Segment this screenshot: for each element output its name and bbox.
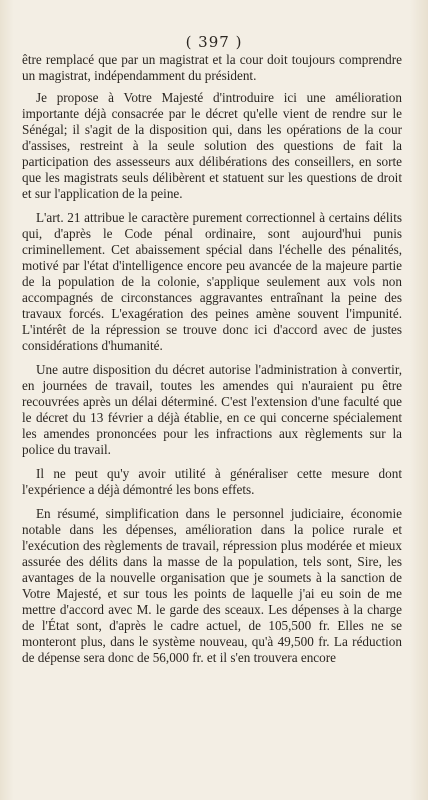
paragraph-resume: En résumé, simplification dans le personnel judiciaire, économie notable dans les dépenses, amélioration dans la police rurale et l'exécution des règlements de travail, répression plus modérée et mieux assurée des délits dans la masse de la population, tels sont, Sire, les avantages de la nouvelle organisation que je soumets à la sanction de Votre Majesté, et sur tous les points de laquelle j'ai eu soin de me mettre d'accord avec M. le garde des sceaux. Les dépenses à la charge de l'État sont, d'après le cadre actuel, de 105,500 fr. Elles ne se monteront plus, dans le système nouveau, qu'à 49,500 fr. La réduction de dépense sera donc de 56,000 fr. et il s'en trouvera encore — [22, 506, 402, 665]
paragraph-article-21: L'art. 21 attribue le caractère purement correctionnel à certains délits qui, d'après le Code pénal ordinaire, sont aujourd'hui punis criminellement. Cet abaissement spécial dans l'échelle des pénalités, motivé par l'état d'intelligence encore peu avancée de la majeure partie de la population de la colonie, s'applique seulement aux vols non accompagnés de circonstances aggravantes entraînant la peine des travaux forcés. L'exagération des peines amène souvent l'impunité. L'intérêt de la répression se trouve donc ici d'accord avec de justes considérations d'humanité. — [22, 210, 402, 353]
page-number: ( 397 ) — [185, 33, 243, 51]
paragraph-continuation: être remplacé que par un magistrat et la cour doit toujours comprendre un magistrat, indépendamment du président. — [22, 52, 402, 83]
paragraph-utilite: Il ne peut qu'y avoir utilité à généraliser cette mesure dont l'expérience a déjà démontré les bons effets. — [22, 466, 402, 497]
paragraph-amendes: Une autre disposition du décret autorise l'administration à convertir, en journées de travail, toutes les amendes qui n'auraient pu être recouvrées après un délai déterminé. C'est l'extension d'une faculté que le décret du 13 février a déjà établie, en ce qui concerne spécialement les amendes prononcées pour les infractions aux règlements sur la police du travail. — [22, 362, 402, 457]
body-text — [22, 52, 402, 674]
paragraph-assesseurs: Je propose à Votre Majesté d'introduire ici une amélioration importante déjà consacrée par le décret qu'elle vient de rendre sur le Sénégal; il s'agit de la disposition qui, dans les opérations de la cour d'assises, restreint à la seule solution des questions de fait la participation des assesseurs aux délibérations des conseillers, en sorte que les magistrats seuls délibèrent et statuent sur les questions de droit et sur l'application de la peine. — [22, 90, 402, 201]
